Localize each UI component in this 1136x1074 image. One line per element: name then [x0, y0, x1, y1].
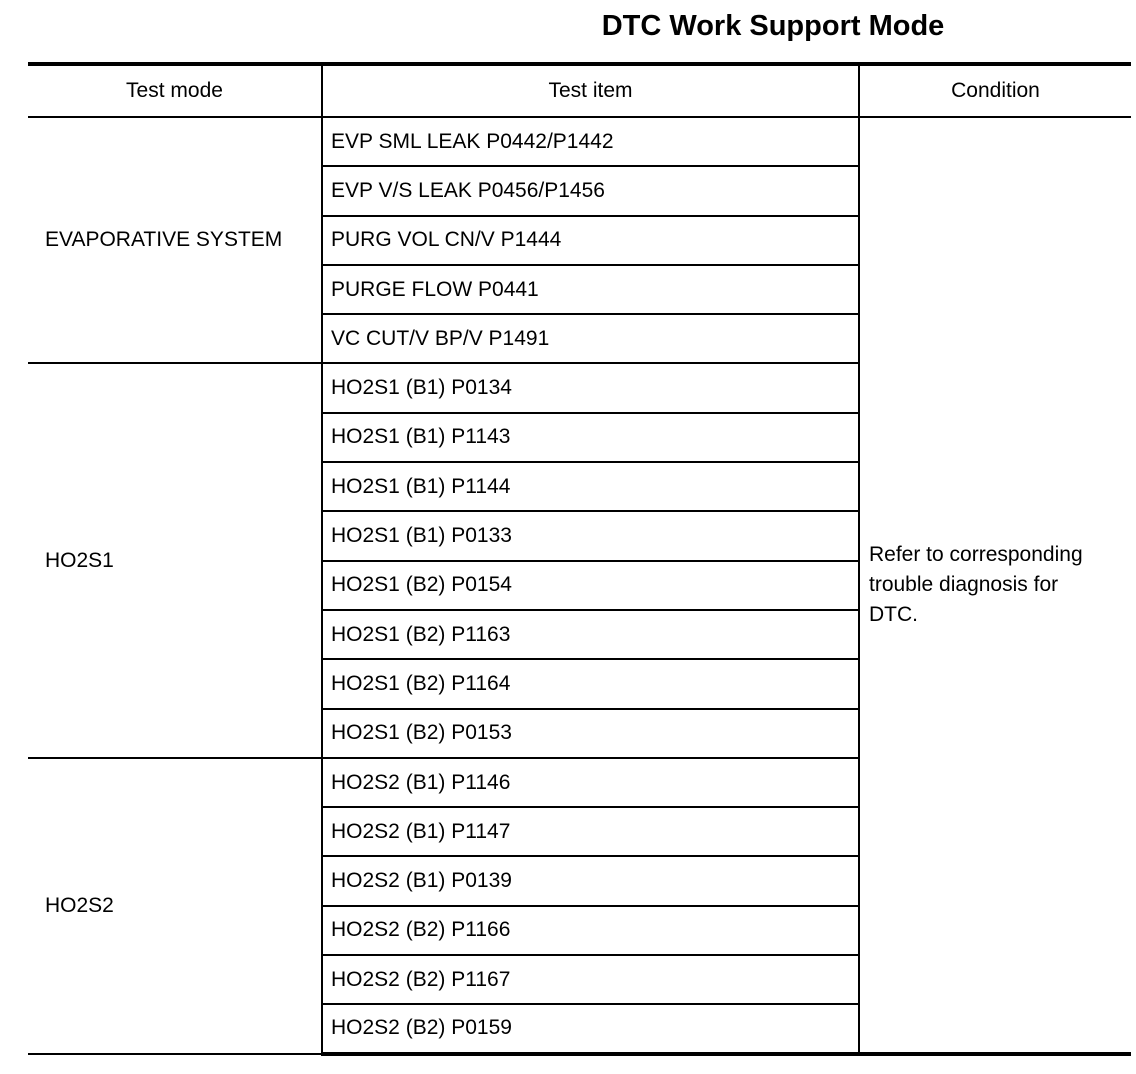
- condition-line: trouble diagnosis for: [869, 572, 1059, 596]
- test-item-cell: HO2S1 (B1) P0133: [322, 511, 859, 560]
- header-condition: Condition: [859, 64, 1131, 117]
- condition-line: Refer to corresponding: [869, 542, 1083, 566]
- test-item-cell: HO2S1 (B1) P1144: [322, 462, 859, 511]
- table-row: [28, 117, 1131, 166]
- condition-line: DTC.: [869, 602, 918, 626]
- test-item-cell: HO2S2 (B2) P1166: [322, 906, 859, 955]
- header-test-item: Test item: [322, 64, 859, 117]
- test-item-cell: PURGE FLOW P0441: [322, 265, 859, 314]
- test-mode-cell: HO2S2: [28, 758, 322, 1054]
- test-item-cell: HO2S1 (B2) P1164: [322, 659, 859, 708]
- dtc-work-support-table: [28, 62, 1131, 1056]
- test-item-cell: HO2S2 (B2) P1167: [322, 955, 859, 1004]
- test-item-cell: HO2S1 (B2) P0153: [322, 709, 859, 758]
- test-item-cell: HO2S2 (B1) P1146: [322, 758, 859, 807]
- test-item-cell: HO2S2 (B2) P0159: [322, 1004, 859, 1053]
- test-item-cell: EVP SML LEAK P0442/P1442: [322, 117, 859, 166]
- test-item-cell: VC CUT/V BP/V P1491: [322, 314, 859, 363]
- test-item-cell: HO2S1 (B2) P1163: [322, 610, 859, 659]
- test-item-cell: PURG VOL CN/V P1444: [322, 216, 859, 265]
- header-test-mode: Test mode: [28, 64, 322, 117]
- condition-cell: [859, 117, 1131, 1054]
- test-item-cell: HO2S2 (B1) P0139: [322, 856, 859, 905]
- table-body: [28, 117, 1131, 1054]
- test-mode-cell: EVAPORATIVE SYSTEM: [28, 117, 322, 363]
- test-item-cell: EVP V/S LEAK P0456/P1456: [322, 166, 859, 215]
- test-mode-cell: HO2S1: [28, 363, 322, 757]
- test-item-cell: HO2S2 (B1) P1147: [322, 807, 859, 856]
- test-item-cell: HO2S1 (B1) P1143: [322, 413, 859, 462]
- table-header-row: [28, 64, 1131, 117]
- test-item-cell: HO2S1 (B2) P0154: [322, 561, 859, 610]
- test-item-cell: HO2S1 (B1) P0134: [322, 363, 859, 412]
- page-title: DTC Work Support Mode: [601, 10, 945, 42]
